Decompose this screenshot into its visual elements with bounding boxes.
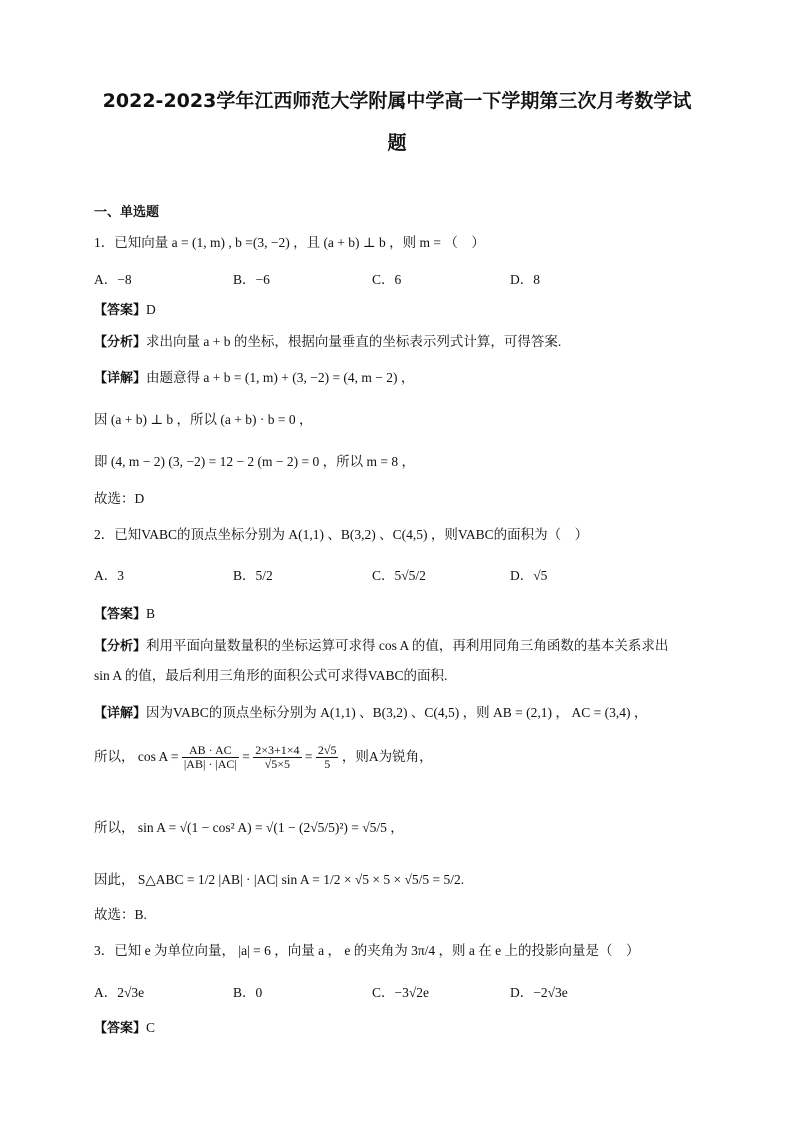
q2-stem: 2．已知VABC的顶点坐标分别为 A(1,1) 、B(3,2) 、C(4,5) ，则VABC的面积为（ ） <box>94 527 589 542</box>
answer-tag: 【答案】 <box>94 607 147 622</box>
q2-detail-line4: 因此， S△ABC = 1/2 |AB| · |AC| sin A = 1/2 × √5 × 5 × √5/5 = 5/2. <box>94 872 465 887</box>
document-title-line2: 题 <box>387 132 407 154</box>
q2-option-d: D．√5 <box>510 568 548 583</box>
q1-option-a: A．−8 <box>94 272 132 287</box>
fraction-numerator: 2√5 <box>317 743 337 758</box>
q2-detail-line5: 故选：B. <box>94 907 147 922</box>
q1-answer-value: D <box>146 302 156 317</box>
q3-option-d: D．−2√3e <box>510 985 568 1000</box>
q2-fraction-values <box>253 744 301 771</box>
q1-option-b: B．−6 <box>233 272 270 287</box>
fraction-numerator: AB · AC <box>182 744 239 758</box>
q2-fraction-cosA <box>182 744 239 771</box>
q2-detail-line2: 所以， cos A = $\frac{AB \cdot AC}{|AB| \cdot |AC|}$ = $\frac{2\times 3+1\times 4}{√5\times 5}$ = $\frac{2√5}{5}$ ，则A为锐角， <box>94 743 433 772</box>
q3-answer-value: C <box>146 1020 156 1035</box>
q2-option-a: A．3 <box>94 568 124 583</box>
q3-answer <box>94 1018 155 1039</box>
fraction-numerator: 2×3+1×4 <box>255 743 300 758</box>
q2-option-c: C．5√5/2 <box>372 568 426 583</box>
q1-detail-line2: 因 (a + b) ⊥ b ，所以 (a + b) · b = 0 ， <box>94 412 313 427</box>
q2-detail-line3: 所以， sin A = √(1 − cos² A) = √(1 − (2√5/5)²) = √5/5 ， <box>94 820 404 835</box>
q1-option-d: D．8 <box>510 272 540 287</box>
q2-answer-value: B <box>146 606 156 621</box>
q1-detail-line3: 即 (4, m − 2) (3, −2) = 12 − 2 (m − 2) = 0 ，所以 m = 8 ， <box>94 454 416 469</box>
q1-stem: 1．已知向量 a = (1, m) , b =(3, −2) ，且 (a + b) ⊥ b ，则 m = （ ） <box>94 235 485 250</box>
q2-option-b: B．5/2 <box>233 568 273 583</box>
section-heading: 一、单选题 <box>94 205 160 220</box>
q2-detail-l2-post: ，则A为锐角， <box>341 749 433 764</box>
q2-analysis-line1 <box>94 636 668 657</box>
q3-option-a: A．2√3e <box>94 985 145 1000</box>
q1-detail-line4: 故选：D <box>94 491 145 506</box>
q2-detail-line1 <box>94 703 647 724</box>
q2-analysis-text1: 利用平面向量数量积的坐标运算可求得 cos A 的值，再利用同角三角函数的基本关系求出 <box>146 638 669 653</box>
analysis-tag: 【分析】 <box>94 639 147 654</box>
q2-analysis-line2: sin A 的值，最后利用三角形的面积公式可求得VABC的面积. <box>94 668 448 683</box>
q1-analysis-text: 求出向量 a + b 的坐标，根据向量垂直的坐标表示列式计算，可得答案. <box>146 334 562 349</box>
q1-analysis <box>94 332 561 353</box>
q2-detail-l2-pre: 所以， cos A = <box>94 749 179 764</box>
detail-tag: 【详解】 <box>94 371 147 386</box>
q3-option-b: B．0 <box>233 985 263 1000</box>
q1-detail-text1: 由题意得 a + b = (1, m) + (3, −2) = (4, m − 2) ， <box>146 370 415 385</box>
analysis-tag: 【分析】 <box>94 335 147 350</box>
answer-tag: 【答案】 <box>94 303 147 318</box>
fraction-denominator: |AB| · |AC| <box>183 757 237 772</box>
detail-tag: 【详解】 <box>94 706 147 721</box>
q2-fraction-result <box>316 744 339 771</box>
q1-option-c: C．6 <box>372 272 402 287</box>
q1-answer <box>94 300 156 321</box>
q2-detail-text1: 因为VABC的顶点坐标分别为 A(1,1) 、B(3,2) 、C(4,5) ，则 AB = (2,1) ， AC = (3,4) ， <box>146 705 648 720</box>
document-title-line1: 2022-2023学年江西师范大学附属中学高一下学期第三次月考数学试 <box>102 90 692 112</box>
q1-detail-line1 <box>94 368 414 389</box>
answer-tag: 【答案】 <box>94 1021 147 1036</box>
fraction-denominator: 5 <box>324 757 331 772</box>
q3-stem: 3．已知 e 为单位向量， |a| = 6 ，向量 a ， e 的夹角为 3π/4 ，则 a 在 e 上的投影向量是（ ） <box>94 943 640 958</box>
q3-option-c: C．−3√2e <box>372 985 430 1000</box>
fraction-denominator: √5×5 <box>264 757 291 772</box>
q2-answer <box>94 604 155 625</box>
